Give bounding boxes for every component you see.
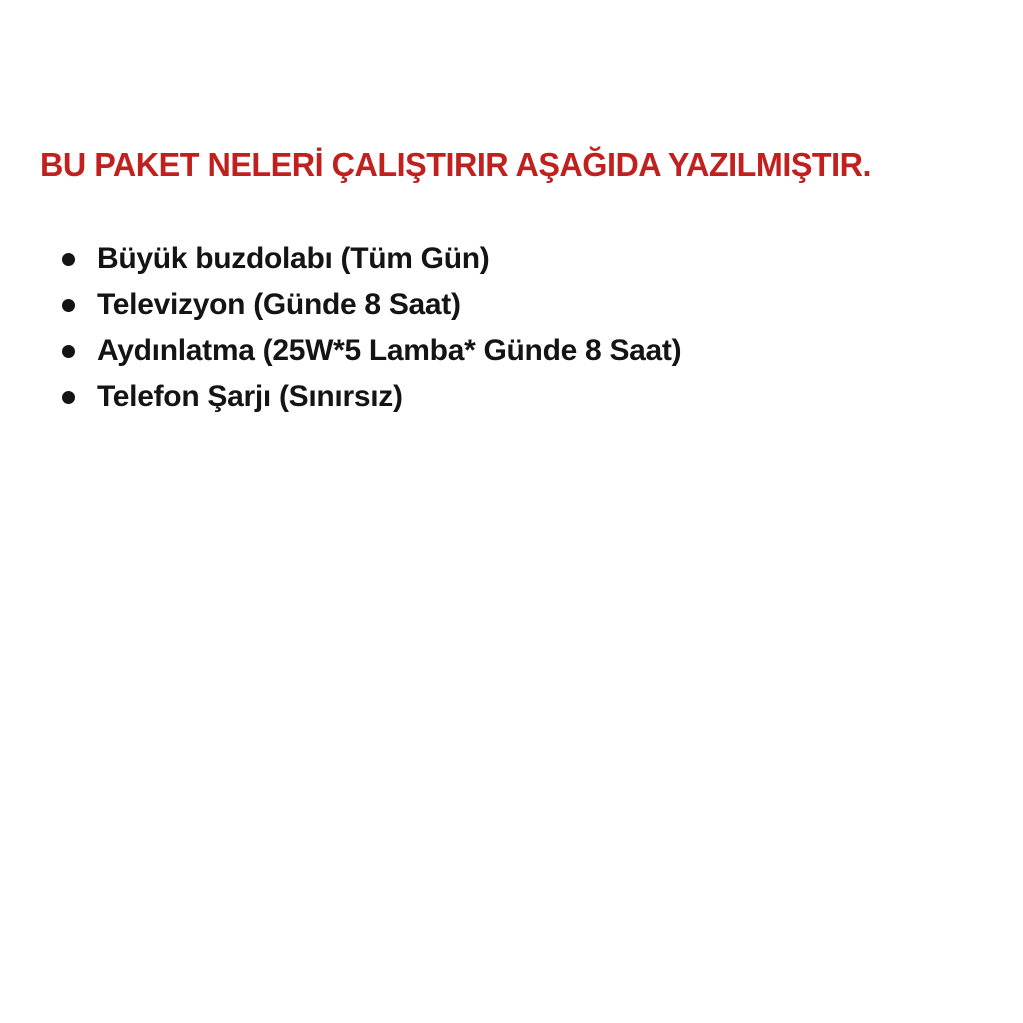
list-item xyxy=(62,328,681,374)
list-item xyxy=(62,374,681,420)
bullet-dot-icon xyxy=(62,345,75,358)
list-item-label: Telefon Şarjı (Sınırsız) xyxy=(97,380,403,413)
appliance-list xyxy=(62,236,681,420)
bullet-dot-icon xyxy=(62,299,75,312)
list-item xyxy=(62,282,681,328)
page-title: BU PAKET NELERİ ÇALIŞTIRIR AŞAĞIDA YAZILMIŞTIR. xyxy=(40,146,872,183)
list-item-label: Aydınlatma (25W*5 Lamba* Günde 8 Saat) xyxy=(97,334,682,367)
list-item-label: Televizyon (Günde 8 Saat) xyxy=(97,288,461,321)
list-item-label: Büyük buzdolabı (Tüm Gün) xyxy=(97,242,490,275)
list-item xyxy=(62,236,681,282)
bullet-dot-icon xyxy=(62,253,75,266)
bullet-dot-icon xyxy=(62,391,75,404)
